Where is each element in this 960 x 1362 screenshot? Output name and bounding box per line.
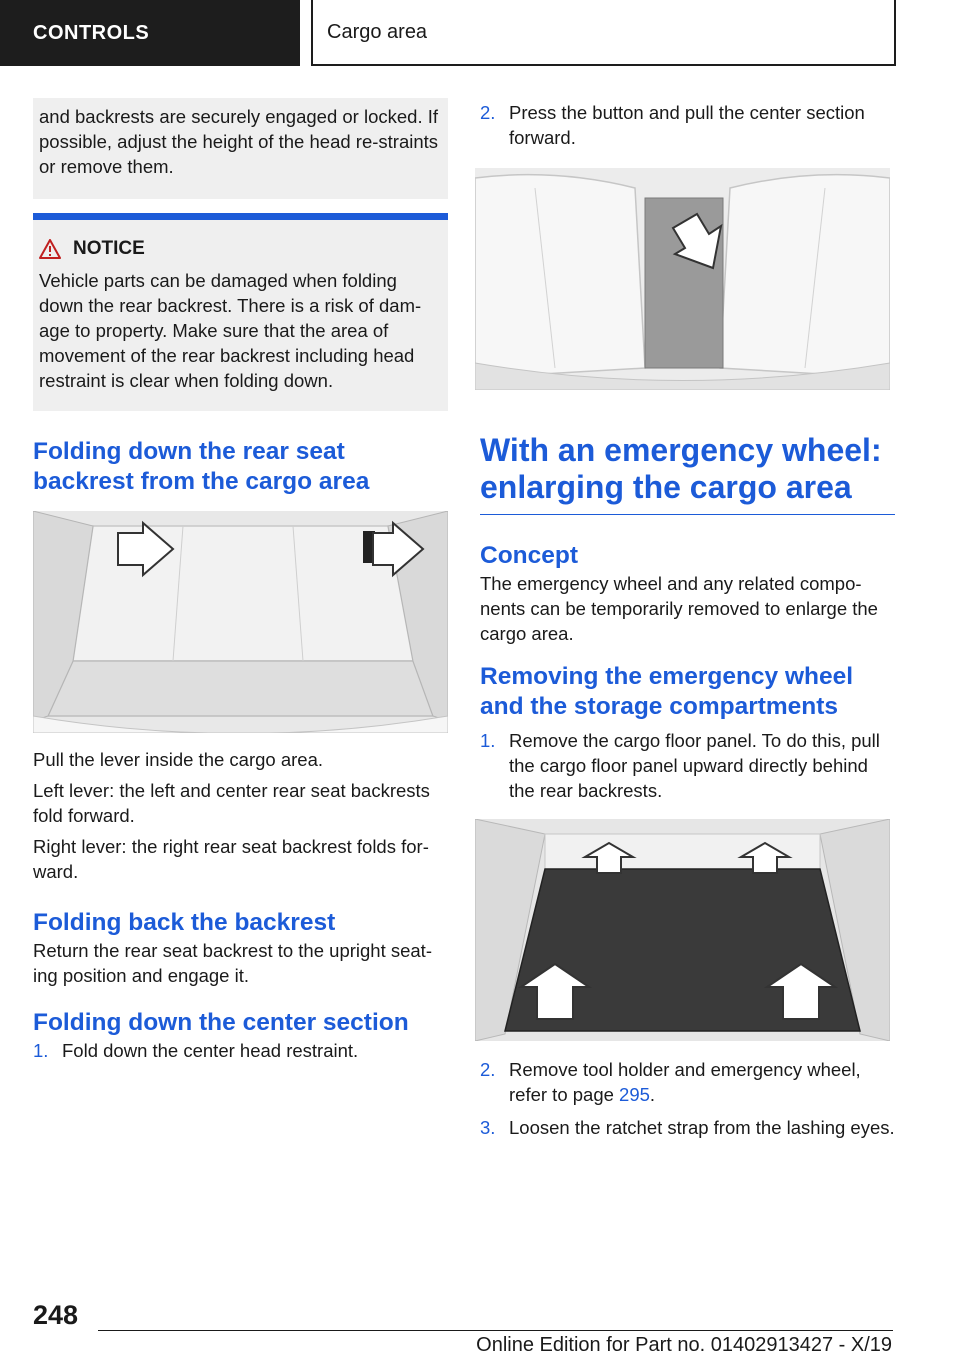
notice-header <box>39 238 440 260</box>
chapter-label: CONTROLS <box>33 21 150 44</box>
step-text <box>509 1057 895 1107</box>
continued-warning-box <box>33 98 448 199</box>
list-item <box>480 728 895 803</box>
list-item <box>480 100 895 150</box>
section-heading-concept: Concept <box>480 542 578 569</box>
page-title: Cargo area <box>327 20 428 43</box>
section-heading-fold-down: Folding down the rear seat backrest from the cargo area <box>33 438 370 495</box>
instruction-pull-lever: Pull the lever inside the cargo area. <box>33 749 324 770</box>
notice-box <box>33 213 448 411</box>
instruction-return-backrest: Return the rear seat backrest to the upright seat-ing position and engage it. <box>33 940 432 986</box>
page-number: 248 <box>33 1300 79 1330</box>
cargo-floor-panel-figure <box>475 819 890 1041</box>
heading-divider <box>480 514 895 515</box>
step-number: 2. <box>480 102 496 123</box>
rear-seat-center-section-figure <box>475 168 890 390</box>
step-text: Remove the cargo floor panel. To do this, pull the cargo floor panel upward directly behind the rear backrests. <box>509 730 880 801</box>
edition-label: Online Edition for Part no. 01402913427 - X/19 <box>476 1334 892 1356</box>
list-item <box>480 1115 895 1140</box>
continued-warning-text: and backrests are securely engaged or locked. If possible, adjust the height of the head re-straints or remove them. <box>39 106 439 177</box>
step-number: 1. <box>33 1040 49 1061</box>
cargo-area-levers-figure <box>33 511 448 733</box>
page-reference-link[interactable]: 295 <box>619 1084 650 1105</box>
step-number: 2. <box>480 1059 496 1080</box>
step-number: 1. <box>480 730 496 751</box>
section-heading-fold-back: Folding back the backrest <box>33 909 336 936</box>
step-text-part: . <box>649 1084 656 1105</box>
step-text: Fold down the center head restraint. <box>62 1040 359 1061</box>
warning-triangle-icon <box>39 239 61 259</box>
list-item <box>33 1038 448 1063</box>
page-title-tab <box>311 0 896 66</box>
step-number: 3. <box>480 1117 496 1138</box>
step-text: Press the button and pull the center section forward. <box>509 102 865 148</box>
step-text: Loosen the ratchet strap from the lashing eyes. <box>509 1117 895 1138</box>
section-heading-center-section: Folding down the center section <box>33 1009 409 1036</box>
page-heading-emergency-wheel: With an emergency wheel: enlarging the cargo area <box>480 432 882 505</box>
footer-divider <box>98 1330 893 1331</box>
concept-text: The emergency wheel and any related compo-nents can be temporarily removed to enlarge the cargo area. <box>480 573 878 644</box>
step-text-part: Remove tool holder and emergency wheel, refer to page <box>509 1059 861 1105</box>
instruction-left-lever: Left lever: the left and center rear seat backrests fold forward. <box>33 780 430 826</box>
notice-text: Vehicle parts can be damaged when folding down the rear backrest. There is a risk of dam-age to property. Make sure that the area of movement of the rear backrest including head restraint is clear when folding down. <box>39 270 422 391</box>
right-column <box>480 100 895 1140</box>
notice-title: NOTICE <box>73 238 145 259</box>
instruction-right-lever: Right lever: the right rear seat backrest folds for-ward. <box>33 836 429 882</box>
chapter-tab <box>0 0 300 66</box>
section-heading-removing: Removing the emergency wheel and the storage compartments <box>480 663 854 720</box>
left-column <box>33 98 448 1063</box>
list-item <box>480 1057 895 1107</box>
